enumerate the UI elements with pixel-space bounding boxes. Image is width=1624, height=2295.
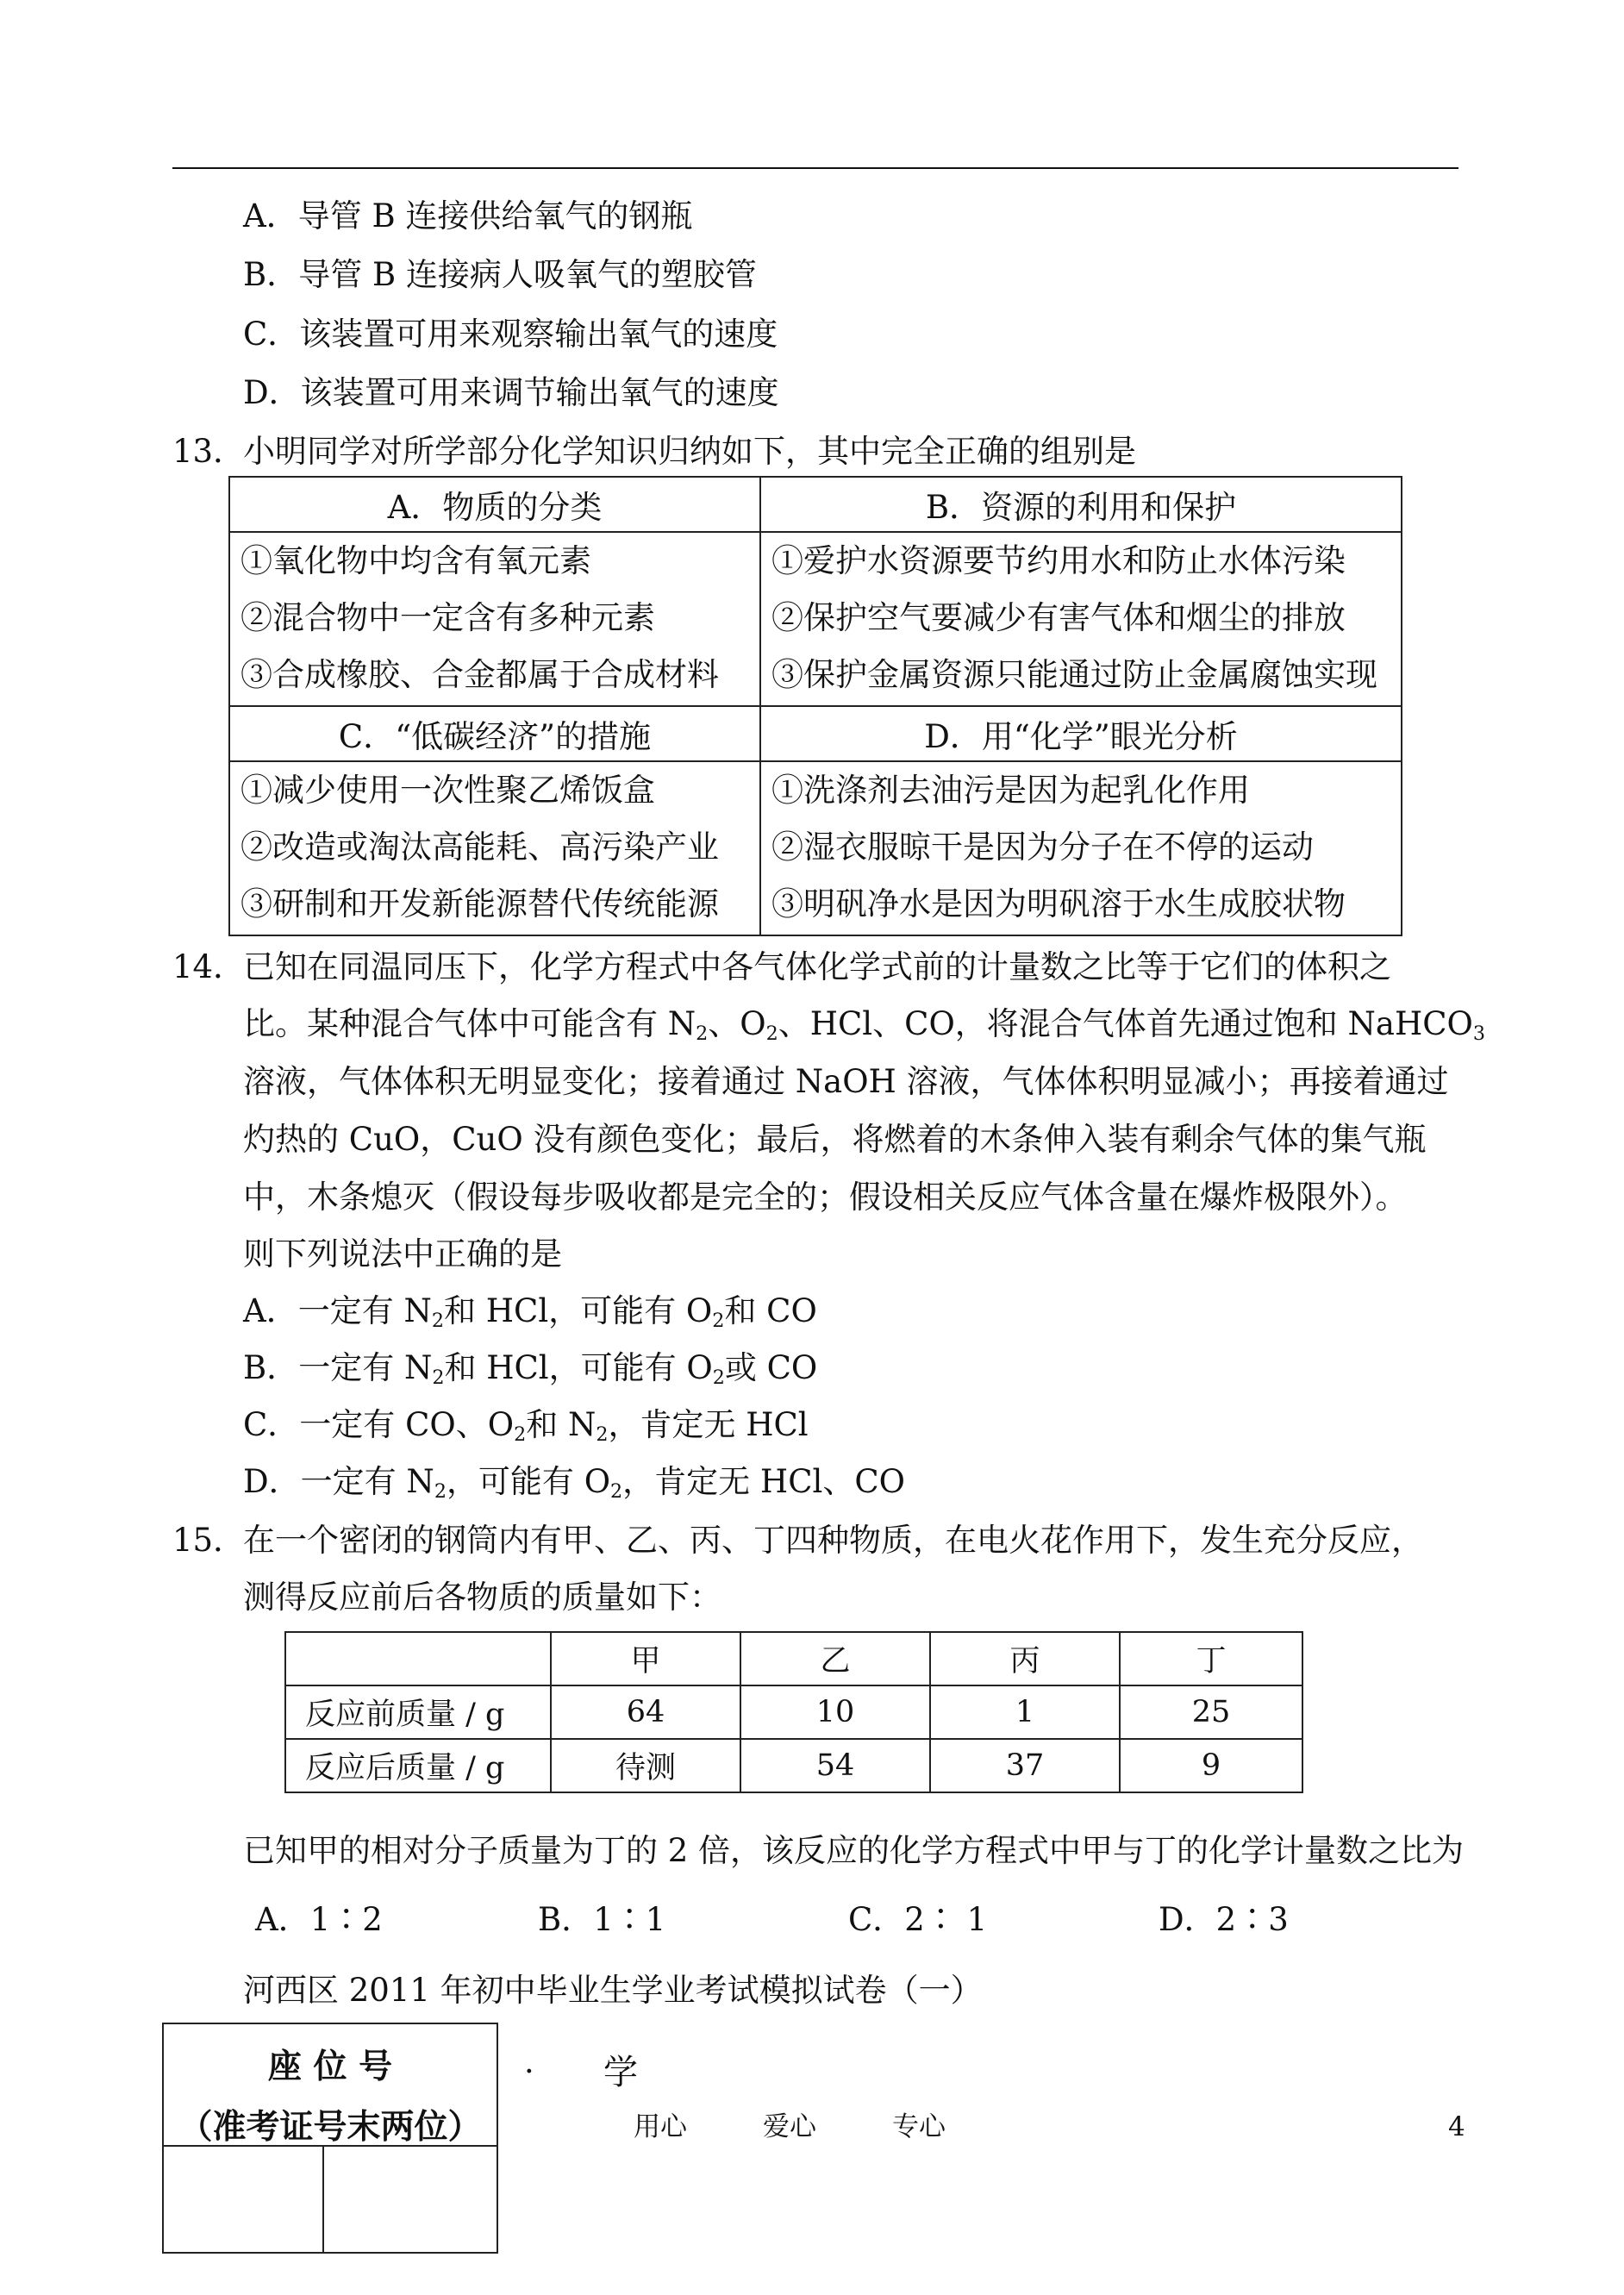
q15-option-c: C．2∶ 1 (848, 1901, 988, 1938)
q14-line-2: 比。某种混合气体中可能含有 $N_2$、$O_2$、HCl、CO，将混合气体首先通过饱和 NaHCO$_3$ (243, 1005, 1486, 1046)
q13-stem: 小明同学对所学部分化学知识归纳如下，其中完全正确的组别是 (243, 433, 1136, 470)
q15-header-row (285, 1632, 1302, 1685)
footer-motto-3: 专心 (892, 2111, 946, 2142)
header-rule (172, 167, 1458, 169)
q15-number: 15． (172, 1522, 246, 1559)
q15-corner-cell (285, 1632, 551, 1685)
q15-option-b: B．1∶1 (538, 1901, 666, 1938)
q13-b-item-2: ②保护空气要减少有害气体和烟尘的排放 (771, 599, 1346, 636)
q13-c-item-2: ②改造或淘汰高能耗、高污染产业 (240, 829, 719, 866)
q14-option-c: C．一定有 CO、$O_2$和 $N_2$，肯定无 HCl (243, 1406, 809, 1447)
q15-row-before (285, 1685, 1302, 1739)
q13-b-cell (760, 532, 1402, 706)
seat-number-box (162, 2023, 498, 2254)
q12-option-a: A．导管 B 连接供给氧气的钢瓶 (243, 197, 693, 235)
q13-b-item-3: ③保护金属资源只能通过防止金属腐蚀实现 (771, 656, 1377, 693)
q12-option-b: B．导管 B 连接病人吸氧气的塑胶管 (243, 256, 757, 293)
q14-option-a: A．一定有 $N_2$和 HCl，可能有 $O_2$和 CO (243, 1292, 817, 1333)
q12-option-d: D．该装置可用来调节输出氧气的速度 (243, 374, 779, 411)
q15-mass-table (284, 1631, 1303, 1793)
q13-number: 13． (172, 433, 246, 470)
footer-motto-2: 爱心 (763, 2111, 816, 2142)
q13-b-head: B．资源的利用和保护 (760, 477, 1402, 532)
q15-before-ding: 25 (1120, 1685, 1302, 1739)
q15-line-1: 在一个密闭的钢筒内有甲、乙、丙、丁四种物质，在电火花作用下，发生充分反应， (243, 1522, 1423, 1559)
q15-after-jia: 待测 (551, 1739, 740, 1792)
seat-number-divider (322, 2147, 324, 2252)
q14-number: 14． (172, 948, 246, 985)
q15-header-bing: 丙 (930, 1632, 1120, 1685)
q15-header-ding: 丁 (1120, 1632, 1302, 1685)
q15-after-ding: 9 (1120, 1739, 1302, 1792)
seat-number-header (164, 2024, 497, 2147)
q15-option-d: D．2∶3 (1159, 1901, 1289, 1938)
q15-before-yi: 10 (740, 1685, 930, 1739)
q14-line-5: 中，木条熄灭（假设每步吸收都是完全的；假设相关反应气体含量在爆炸极限外）。 (243, 1179, 1408, 1216)
q13-c-item-1: ①减少使用一次性聚乙烯饭盒 (240, 772, 655, 809)
page-number: 4 (1448, 2111, 1465, 2142)
q15-before-label: 反应前质量 / g (285, 1685, 551, 1739)
q15-before-jia: 64 (551, 1685, 740, 1739)
q13-a-item-1: ①氧化物中均含有氧元素 (240, 542, 591, 579)
q15-option-a: A．1∶2 (255, 1901, 383, 1938)
seat-number-label: 座 位 号 (267, 2047, 393, 2086)
q13-b-item-1: ①爱护水资源要节约用水和防止水体污染 (771, 542, 1346, 579)
q13-c-cell (229, 761, 760, 935)
q14-line-1: 已知在同温同压下，化学方程式中各气体化学式前的计量数之比等于它们的体积之 (243, 948, 1391, 985)
q15-before-bing: 1 (930, 1685, 1120, 1739)
q15-line-2: 测得反应前后各物质的质量如下： (243, 1579, 721, 1616)
q12-option-c: C．该装置可用来观察输出氧气的速度 (243, 316, 778, 353)
q15-after-label: 反应后质量 / g (285, 1739, 551, 1792)
exam-title: 河西区 2011 年初中毕业生学业考试模拟试卷（一） (243, 1972, 983, 2009)
subject-fragment: · (524, 2053, 534, 2090)
q13-a-item-2: ②混合物中一定含有多种元素 (240, 599, 655, 636)
q13-d-item-2: ②湿衣服晾干是因为分子在不停的运动 (771, 829, 1314, 866)
q13-d-cell (760, 761, 1402, 935)
q13-d-head: D．用“化学”眼光分析 (760, 706, 1402, 761)
q15-header-jia: 甲 (551, 1632, 740, 1685)
q15-header-yi: 乙 (740, 1632, 930, 1685)
q15-after-bing: 37 (930, 1739, 1120, 1792)
q13-table (228, 476, 1402, 936)
q15-row-after (285, 1739, 1302, 1792)
q13-d-item-3: ③明矾净水是因为明矾溶于水生成胶状物 (771, 885, 1346, 922)
q14-line-4: 灼热的 CuO，CuO 没有颜色变化；最后，将燃着的木条伸入装有剩余气体的集气瓶 (243, 1121, 1427, 1158)
subject-label: 学 (603, 2053, 638, 2092)
q15-after-yi: 54 (740, 1739, 930, 1792)
q13-d-item-1: ①洗涤剂去油污是因为起乳化作用 (771, 772, 1250, 809)
q13-c-item-3: ③研制和开发新能源替代传统能源 (240, 885, 719, 922)
q13-a-cell (229, 532, 760, 706)
q14-line-3: 溶液，气体体积无明显变化；接着通过 NaOH 溶液，气体体积明显减小；再接着通过 (243, 1063, 1449, 1100)
seat-number-sublabel: （准考证号末两位） (178, 2107, 482, 2147)
q14-line-6: 则下列说法中正确的是 (243, 1235, 562, 1273)
q13-a-head: A．物质的分类 (229, 477, 760, 532)
footer-motto-1: 用心 (634, 2111, 687, 2142)
q13-a-item-3: ③合成橡胶、合金都属于合成材料 (240, 656, 719, 693)
q15-note: 已知甲的相对分子质量为丁的 2 倍，该反应的化学方程式中甲与丁的化学计量数之比为 (243, 1832, 1465, 1869)
q14-option-b: B．一定有 $N_2$和 HCl，可能有 $O_2$或 CO (243, 1349, 818, 1390)
q14-option-d: D．一定有 $N_2$，可能有 $O_2$，肯定无 HCl、CO (243, 1463, 905, 1504)
q13-c-head: C．“低碳经济”的措施 (229, 706, 760, 761)
